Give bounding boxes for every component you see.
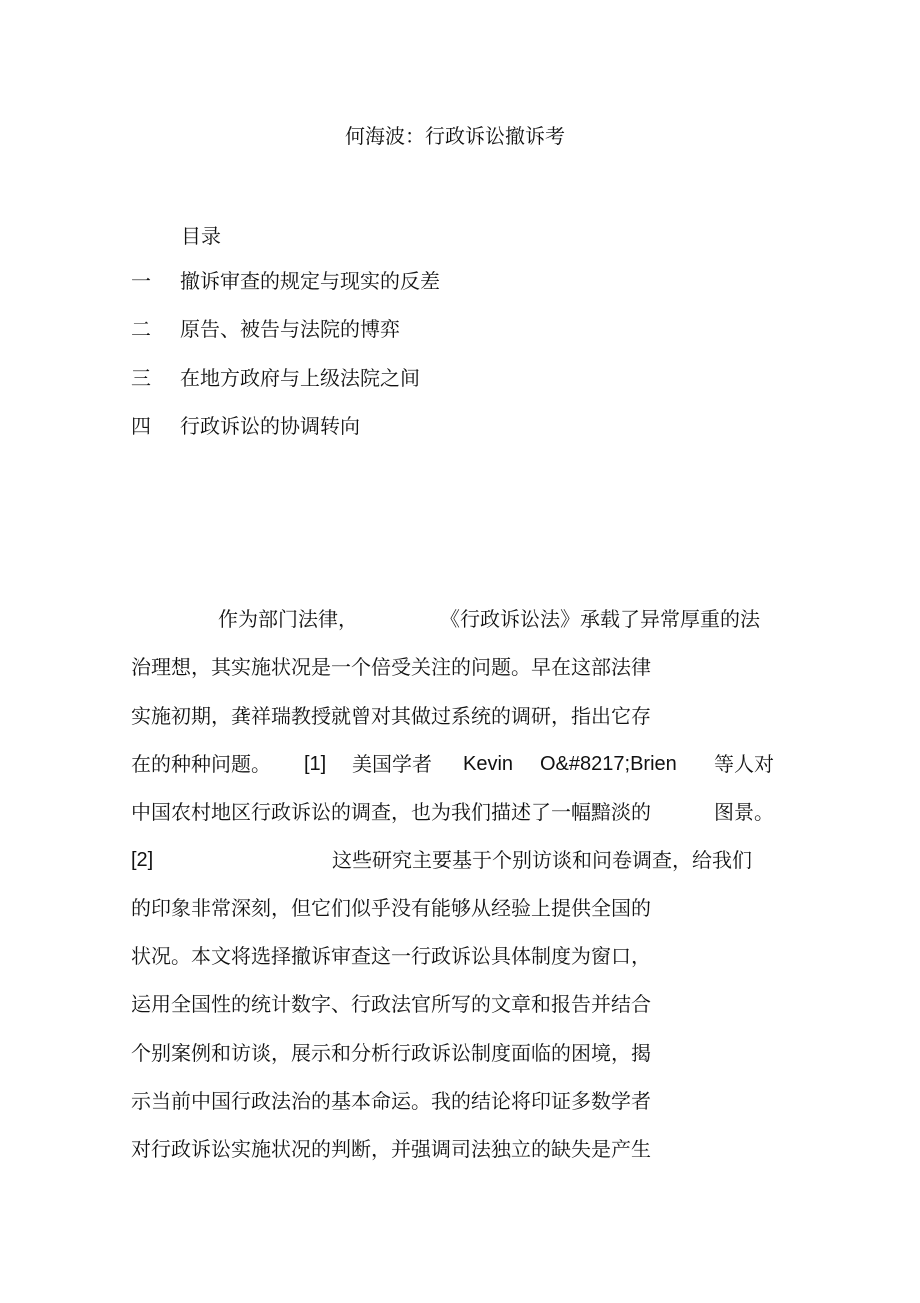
footnote-ref: [1] (304, 753, 327, 775)
toc-item-number: 四 (131, 414, 151, 438)
body-text: 运用全国性的统计数字、行政法官所写的文章和报告并结合 (131, 992, 651, 1016)
toc-heading: 目录 (181, 224, 221, 248)
document-title: 何海波：行政诉讼撤诉考 (345, 124, 565, 148)
toc-item-number: 二 (131, 317, 151, 341)
body-text: 美国学者 (352, 752, 432, 776)
body-text: 作为部门法律， (218, 607, 358, 631)
footnote-ref: [2] (131, 849, 154, 871)
toc-item-number: 一 (131, 269, 151, 293)
body-text: 的印象非常深刻，但它们似乎没有能够从经验上提供全国的 (131, 896, 651, 920)
toc-item-text: 行政诉讼的协调转向 (180, 414, 360, 438)
body-text: 图景。 (714, 800, 774, 824)
body-text: 《行政诉讼法》承载了异常厚重的法 (440, 607, 760, 631)
body-text: 中国农村地区行政诉讼的调查，也为我们描述了一幅黯淡的 (131, 800, 651, 824)
body-text: 个别案例和访谈，展示和分析行政诉讼制度面临的困境，揭 (131, 1041, 651, 1065)
toc-item-text: 撤诉审查的规定与现实的反差 (180, 269, 440, 293)
body-text: 状况。本文将选择撤诉审查这一行政诉讼具体制度为窗口， (131, 944, 651, 968)
body-text-latin: Kevin (463, 753, 514, 775)
toc-item-text: 原告、被告与法院的博弈 (180, 317, 400, 341)
body-text: 这些研究主要基于个别访谈和问卷调查，给我们 (332, 848, 752, 872)
body-text: 等人对 (714, 752, 774, 776)
body-text: 对行政诉讼实施状况的判断，并强调司法独立的缺失是产生 (131, 1137, 651, 1161)
body-text: 示当前中国行政法治的基本命运。我的结论将印证多数学者 (131, 1089, 651, 1113)
body-text: 实施初期，龚祥瑞教授就曾对其做过系统的调研，指出它存 (131, 704, 651, 728)
body-text: 在的种种问题。 (131, 752, 271, 776)
body-text: 治理想，其实施状况是一个倍受关注的问题。早在这部法律 (131, 655, 651, 679)
toc-item-text: 在地方政府与上级法院之间 (180, 366, 420, 390)
toc-item-number: 三 (131, 366, 151, 390)
body-text-latin: O&#8217;Brien (540, 753, 677, 775)
